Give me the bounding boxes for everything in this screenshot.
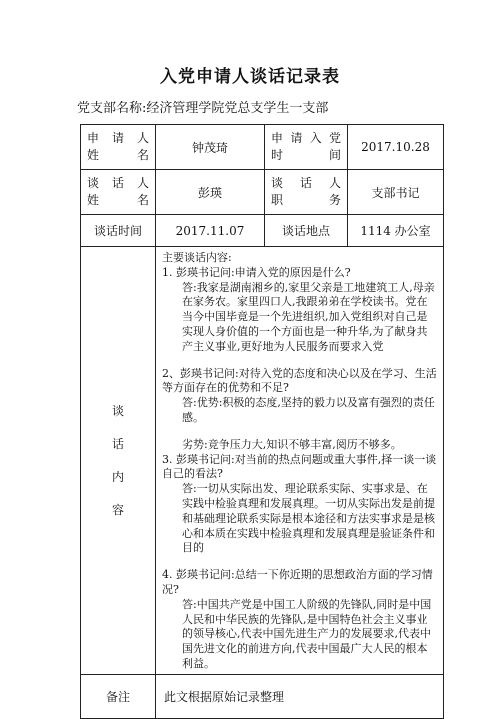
interview-content <box>156 247 444 675</box>
remark-label: 备注 <box>81 674 156 718</box>
talk-place-label: 谈话地点 <box>265 215 348 247</box>
table-row <box>81 674 444 718</box>
answer-3: 答:一切从实际出发、理论联系实际、实事求是、在实践中检验真理和发展真理。一切从实际出发是前提和基础理论联系实际是根本途径和方法实事求是是核心和本质在实践中检验真理和发展真理是验证条件和目的 <box>182 482 435 555</box>
talk-time-label: 谈话时间 <box>81 215 156 247</box>
document-title: 入党申请人谈话记录表 <box>160 67 340 87</box>
talk-place: 1114 办公室 <box>348 215 444 247</box>
table-row <box>81 247 444 675</box>
table-row <box>81 125 444 170</box>
question-4: 4. 彭瑛书记问:总结一下你近期的思想政治方面的学习情况? <box>162 568 433 596</box>
applicant-name: 钟茂琦 <box>156 125 265 170</box>
content-heading: 主要谈话内容: <box>162 251 232 264</box>
branch-label: 党支部名称: <box>77 101 147 116</box>
answer-2-weakness: 劣势:竞争压力大,知识不够丰富,阅历不够多。 <box>182 437 402 451</box>
table-row <box>81 170 444 215</box>
answer-1: 答:我家是湖南湘乡的,家里父亲是工地建筑工人,母亲在家务农。家里四口人,我跟弟弟在学校读书。党在当今中国毕竟是一个先进组织,加入党组织对自己是实现人身价值的一个方面也是一种升华,为了献身共产主义事业,更好地为人民服务而要求入党 <box>182 280 435 353</box>
answer-2: 答:优势:积极的态度,坚持的毅力以及富有强烈的责任感。 <box>182 396 435 424</box>
talker-post-label: 谈 话 人 职 务 <box>265 170 348 215</box>
branch-value: 经济管理学院党总支学生一支部 <box>146 101 329 116</box>
remark-text: 此文根据原始记录整理 <box>156 674 444 718</box>
talker-post: 支部书记 <box>348 170 444 215</box>
applicant-name-label: 申 请 人 姓 名 <box>81 125 156 170</box>
talk-time: 2017.11.07 <box>156 215 265 247</box>
interview-record-table <box>80 124 444 719</box>
talker-name: 彭瑛 <box>156 170 265 215</box>
answer-4: 答:中国共产党是中国工人阶级的先锋队,同时是中国人民和中华民族的先锋队,是中国特色社会主义事业的领导核心,代表中国先进生产力的发展要求,代表中国先进文化的前进方向,代表中国最广大人民的根本利益。 <box>182 597 432 670</box>
question-1: 1. 彭瑛书记问:申请入党的原因是什么? <box>162 265 351 279</box>
branch-line <box>77 97 328 116</box>
content-side-label: 谈 话 内 容 <box>81 247 156 675</box>
talker-name-label: 谈 话 人 姓 名 <box>81 170 156 215</box>
question-2: 2、彭瑛书记问:对待入党的态度和决心以及在学习、生活等方面存在的优势和不足? <box>162 366 437 395</box>
question-3: 3. 彭瑛书记问:对当前的热点问题或重大事件,择一谈一谈自己的看法? <box>162 452 437 481</box>
apply-time-label: 申请入党 时 间 <box>265 125 348 170</box>
apply-time: 2017.10.28 <box>348 125 444 170</box>
table-row <box>81 215 444 247</box>
